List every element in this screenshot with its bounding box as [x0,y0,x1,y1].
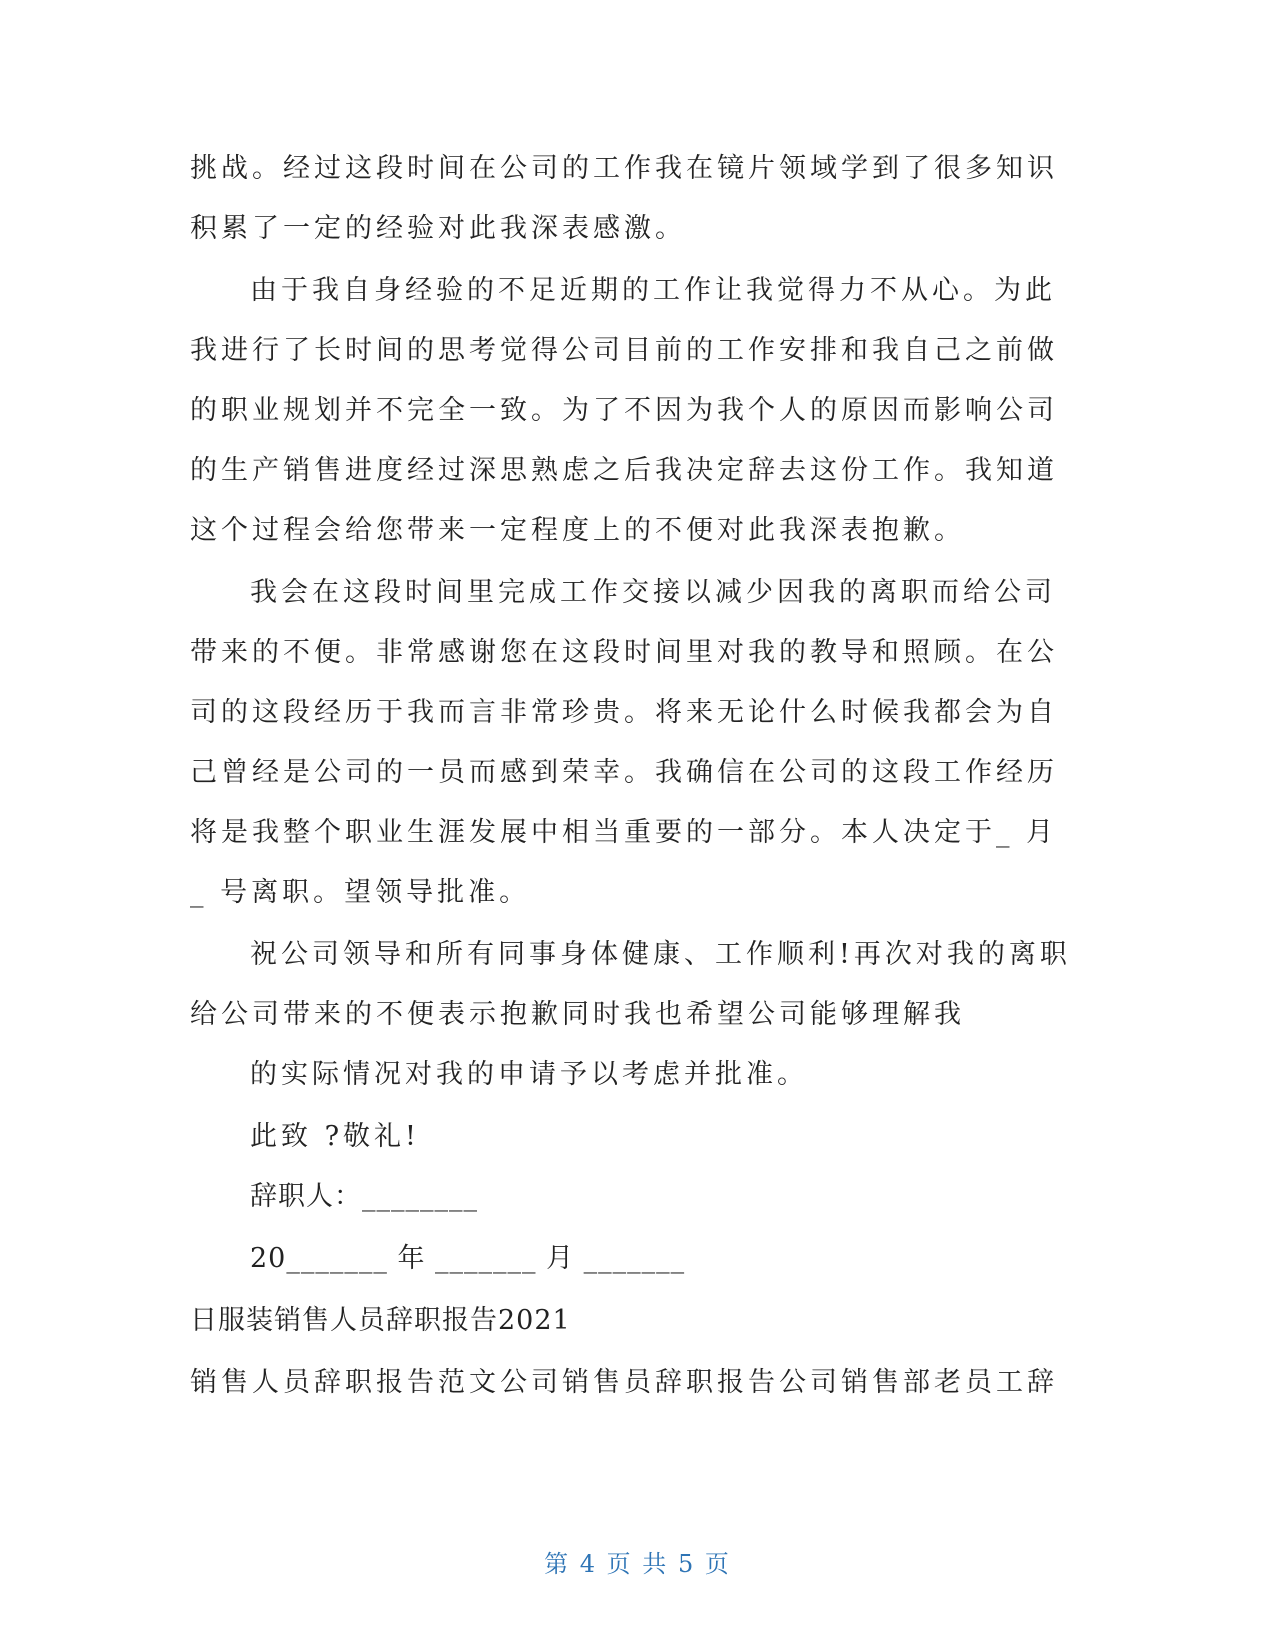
paragraph-start-line: 祝公司领导和所有同事身体健康、工作顺利!再次对我的离职 [250,939,1071,970]
paragraph-start-line: 我会在这段时间里完成工作交接以减少因我的离职而给公司 [250,577,1056,608]
body-text-line: 的实际情况对我的申请予以考虑并批准。 [250,1059,808,1090]
body-text-line: 司的这段经历于我而言非常珍贵。将来无论什么时候我都会为自 [190,697,1058,728]
body-text-line: 挑战。经过这段时间在公司的工作我在镜片领域学到了很多知识 [190,153,1058,184]
body-text-line: 这个过程会给您带来一定程度上的不便对此我深表抱歉。 [190,515,965,546]
signature-field: 辞职人：________ [250,1181,478,1212]
body-text-line: 将是我整个职业生涯发展中相当重要的一部分。本人决定于_ 月 [190,817,1058,848]
page-number-footer: 第 4 页 共 5 页 [544,1550,731,1578]
body-text-line: 己曾经是公司的一员而感到荣幸。我确信在公司的这段工作经历 [190,757,1058,788]
document-title-line: 日服装销售人员辞职报告2021 [190,1305,571,1336]
body-text-line: 积累了一定的经验对此我深表感激。 [190,213,686,244]
paragraph-start-line: 由于我自身经验的不足近期的工作让我觉得力不从心。为此 [250,275,1056,306]
body-text-line: 的职业规划并不完全一致。为了不因为我个人的原因而影响公司 [190,395,1058,426]
date-field: 20_______ 年 _______ 月 _______ [250,1243,686,1274]
body-text-line: 我进行了长时间的思考觉得公司目前的工作安排和我自己之前做 [190,335,1058,366]
related-links-line: 销售人员辞职报告范文公司销售员辞职报告公司销售部老员工辞 [190,1367,1058,1398]
body-text-line: 给公司带来的不便表示抱歉同时我也希望公司能够理解我 [190,999,965,1030]
body-text-line: 的生产销售进度经过深思熟虑之后我决定辞去这份工作。我知道 [190,455,1058,486]
body-text-line: _ 号离职。望领导批准。 [190,877,531,908]
body-text-line: 带来的不便。非常感谢您在这段时间里对我的教导和照顾。在公 [190,637,1058,668]
closing-salutation: 此致 ?敬礼! [250,1121,420,1152]
